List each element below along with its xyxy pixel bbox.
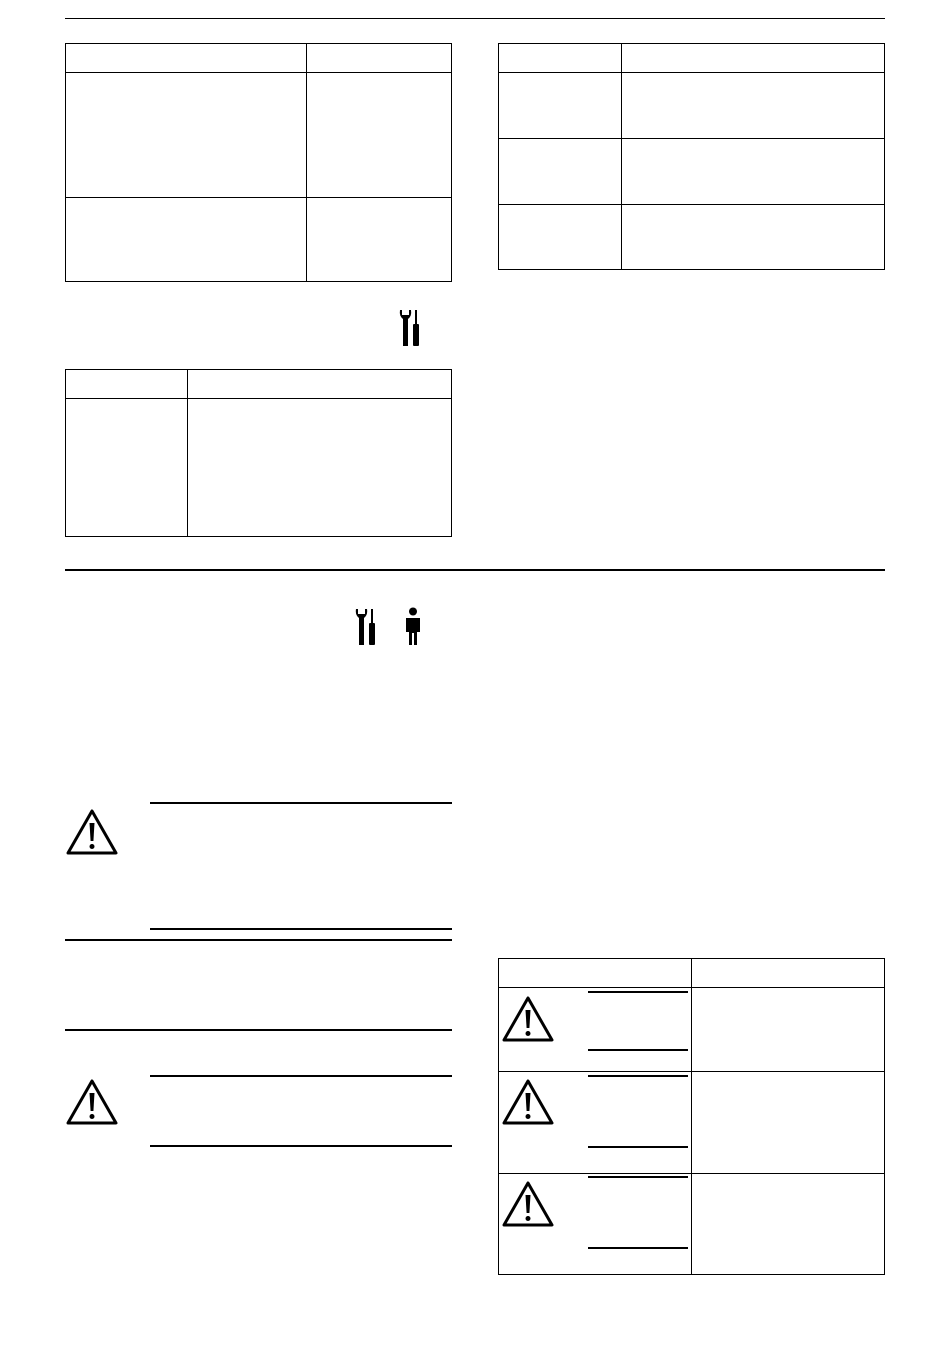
table-row (499, 1174, 884, 1274)
table-header-row (499, 44, 884, 72)
warning-triangle-icon (65, 1078, 119, 1126)
warning-top-rule (588, 991, 688, 993)
person-icon (403, 607, 423, 647)
tools-icon (354, 607, 380, 647)
table-row (66, 73, 451, 197)
warning-triangle-icon (501, 1180, 555, 1228)
table-top-right (498, 43, 885, 270)
warning-bottom-rule (150, 928, 452, 930)
tools-icon (398, 308, 424, 348)
warning-top-rule (588, 1075, 688, 1077)
warning-bottom-rule (588, 1049, 688, 1051)
table-middle-left (65, 369, 452, 537)
table-row (499, 139, 884, 204)
table-row (499, 205, 884, 270)
warning-triangle-icon (65, 808, 119, 856)
table-header-row (66, 44, 451, 72)
table-row (66, 399, 451, 536)
warning-top-rule (588, 1176, 688, 1178)
warning-triangle-icon (501, 995, 555, 1043)
note-top-rule (65, 939, 452, 941)
note-bottom-rule (65, 1029, 452, 1031)
warning-triangle-icon (501, 1078, 555, 1126)
warning-top-rule (150, 1075, 452, 1077)
table-row (499, 73, 884, 138)
table-row (499, 1072, 884, 1173)
header-rule (65, 18, 885, 19)
section-rule (65, 569, 885, 571)
table-row (66, 198, 451, 281)
table-header-row (499, 959, 884, 987)
warning-bottom-rule (588, 1247, 688, 1249)
table-top-left (65, 43, 452, 282)
table-bottom-right (498, 958, 885, 1275)
table-header-row (66, 370, 451, 398)
warning-bottom-rule (588, 1146, 688, 1148)
warning-bottom-rule (150, 1145, 452, 1147)
table-row (499, 988, 884, 1071)
warning-top-rule (150, 802, 452, 804)
